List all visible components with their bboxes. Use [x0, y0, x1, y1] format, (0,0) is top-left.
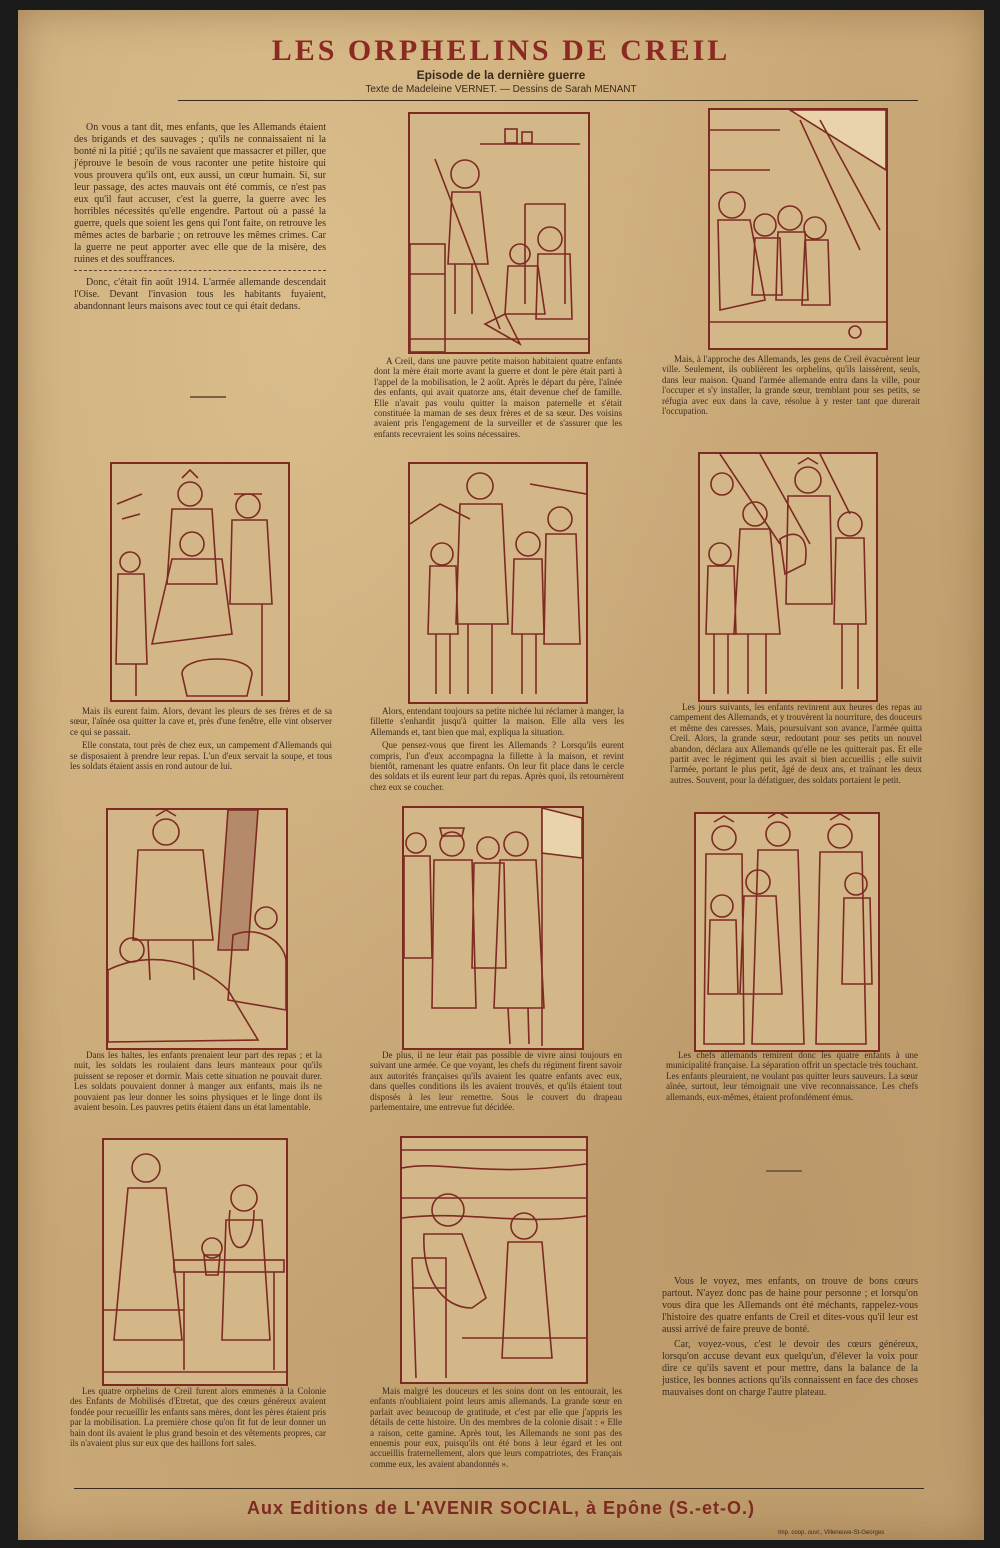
illustration-colony-nurse-and-girl	[104, 1140, 286, 1384]
caption-9-text: Les quatre orphelins de Creil furent alors emmenés à la Colonie des Enfants de Mobilisés d'Etretat, que des cœurs généreux avaient fondée pour recueillir les enfants sans mères, dont les pères étaient pris par la mobilisation. La première chose qu'on fit fut de leur donner un bain dont ils avaient le plus grand besoin et des vêtements propres, car ils n'avaient plus sur eux que des haillons fort sales.	[70, 1386, 326, 1449]
caption-7-text: De plus, il ne leur était pas possible de vivre ainsi toujours en suivant une armée. Ce que voyant, les chefs du régiment firent savoir aux autorités françaises qu'ils avaient les quatre enfants avec eux, dans quelles conditions ils les avaient trouvés, et qu'ils étaient tout disposés à les leur remettre. Sous le couvert du drapeau parlementaire, une entrevue fut décidée.	[370, 1050, 622, 1113]
poster-subtitle: Episode de la dernière guerre	[416, 68, 586, 82]
caption-6-text: Dans les haltes, les enfants prenaient leur part des repas ; et la nuit, les soldats les roulaient dans leurs manteaux pour qu'ils puissent se reposer et dormir. Mais cette situation ne pouvait durer. Les soldats pouvaient donner à manger aux enfants, mais ils ne pouvaient pas leur donner les soins physiques et le linge dont ils avaient besoin. Les pauvres petits étaient dans un état lamentable.	[74, 1050, 322, 1113]
printer-imprint: Imp. coop. ouvr., Villeneuve-St-Georges	[778, 1530, 885, 1536]
caption-9	[70, 1386, 326, 1451]
intro-divider	[74, 270, 326, 271]
caption-1	[374, 356, 622, 442]
illustration-panel-3	[110, 462, 290, 702]
illustration-soldiers-serving-soup	[112, 464, 288, 700]
illustration-panel-7	[402, 806, 584, 1050]
caption-5-text: Les jours suivants, les enfants revinrent aux heures des repas au campement des Allemands, et y trouvèrent la nourriture, des douceurs et même des caresses. Mais, poursuivant son avance, l'armée quitta Creil. Alors, la grande sœur, redoutant pour ses petits un nouvel abandon, déclara aux Allemands qu'elle ne les quitterait pas. Et elle partit avec le régiment qui les avait si bien accueillis ; elle suivit l'armée, portant le plus petit, âgé de deux ans, et traînant les deux autres. Souvent, pour la défatiguer, des soldats portaient le petit.	[670, 702, 922, 785]
illustration-children-in-cellar	[710, 110, 886, 348]
intro-text	[74, 122, 326, 316]
caption-3	[70, 706, 332, 774]
caption-10	[370, 1386, 622, 1472]
caption-3-paragraph-1: Mais ils eurent faim. Alors, devant les pleurs de ses frères et de sa sœur, l'aînée osa quitter la cave et, près d'une fenêtre, elle vint observer ce qui se passait.	[70, 706, 332, 737]
poster-title: LES ORPHELINS DE CREIL	[271, 34, 731, 67]
illustration-panel-5	[698, 452, 878, 702]
header-rule	[178, 100, 918, 101]
poster-sheet	[18, 10, 984, 1540]
caption-2-text: Mais, à l'approche des Allemands, les gens de Creil évacuèrent leur ville. Seulement, ils oublièrent les orphelins, qu'ils laissèrent, seuls, dans leur maison. Quand l'armée allemande entra dans la ville, pour l'occuper et s'y installer, la grande sœur, tremblant pour ses petits, se réfugia avec eux dans la cave, résolue à y rester tant que durerait l'occupation.	[662, 354, 920, 417]
caption-8	[666, 1050, 918, 1105]
illustration-soldier-with-children	[410, 464, 586, 702]
caption-10-text: Mais malgré les douceurs et les soins dont on les entourait, les enfants n'oubliaient point leurs amis allemands. La grande sœur en parlait avec beaucoup de gratitude, et c'est par elle que j'appris les détails de cette histoire. Un des membres de la colonie disait : « Elle a raison, cette gamine. Après tout, les Allemands ne sont pas des ennemis pour eux, puisqu'ils ont été bons à leur égard et les ont accueillis fraternellement, alors que leurs compatriotes, des Français comme eux, les avaient abandonnés ».	[370, 1386, 622, 1469]
caption-2	[662, 354, 920, 419]
caption-5	[670, 702, 922, 788]
caption-4	[370, 706, 624, 795]
caption-4-paragraph-1: Alors, entendant toujours sa petite nichée lui réclamer à manger, la fillette s'enhardit jusqu'à quitter la maison. Elle alla vers les Allemands et, tant bien que mal, expliqua la situation.	[370, 706, 624, 737]
intro-paragraph-1: On vous a tant dit, mes enfants, que les Allemands étaient des brigands et des sauvages ; qu'ils ne connaissaient ni la bonté ni la pitié ; qu'ils ne savaient que massacrer et piller, que j'éprouve le besoin de vous raconter une petite histoire qui vous prouvera qu'ils ont, eux aussi, un cœur humain. Si, sur leur passage, des actes mauvais ont été commis, ce n'est pas eux qu'il faut accuser, c'est la guerre, la guerre avec les horribles nécessités qu'elle engendre. Partout où a passé la guerre, quels que soient les gens qui l'ont faite, on retrouve les mêmes actes de barbarie ; on retrouve les mêmes crimes. Car la guerre ne peut apporter avec elle que de la misère, des ruines et des souffrances.	[74, 122, 326, 265]
caption-3-paragraph-2: Elle constata, tout près de chez eux, un campement d'Allemands qui se disposaient à prendre leur repas. L'un d'eux servait la soupe, et tous les soldats étaient assis en rond autour de lui.	[70, 740, 332, 772]
intro-paragraph-2: Donc, c'était fin août 1914. L'armée allemande descendait l'Oise. Devant l'invasion tous les habitants fuyaient, abandonnant leurs maisons avec tout ce qui était dedans.	[74, 277, 326, 312]
outro-text	[662, 1276, 918, 1402]
illustration-girl-sweeping	[410, 114, 588, 352]
footer-rule	[74, 1488, 924, 1489]
separator-2	[766, 1170, 802, 1172]
illustration-panel-6	[106, 808, 288, 1050]
illustration-marching-with-soldiers	[700, 454, 876, 700]
publisher-line: Aux Editions de L'AVENIR SOCIAL, à Epône (S.-et-O.)	[247, 1498, 755, 1518]
separator-1	[190, 396, 226, 398]
illustration-panel-8	[694, 812, 880, 1052]
illustration-parley-with-flag	[404, 808, 582, 1048]
illustration-panel-10	[400, 1136, 588, 1384]
illustration-farewell-to-soldiers	[696, 814, 878, 1050]
illustration-panel-2	[708, 108, 888, 350]
caption-1-text: A Creil, dans une pauvre petite maison habitaient quatre enfants dont la mère était morte avant la guerre et dont le père était parti à l'appel de la mobilisation, le 2 août. Après le départ du père, l'aînée des enfants, qui avait quatorze ans, était devenue chef de famille. Elle n'avait pas voulu quitter la maison paternelle et s'était constituée la maman de ses deux frères et de sa sœur. Des voisins avaient pris l'engagement de la surveiller et de s'assurer que les enfants recevraient les soins nécessaires.	[374, 356, 622, 439]
illustration-panel-9	[102, 1138, 288, 1386]
illustration-panel-4	[408, 462, 588, 704]
illustration-soldier-wrapping-children	[108, 810, 286, 1048]
caption-8-text: Les chefs allemands remirent donc les quatre enfants à une municipalité française. La séparation offrit un spectacle très touchant. Les enfants pleuraient, ne voulant pas quitter leurs sauveurs. La sœur aînée, surtout, leur témoignait une vive reconnaissance. Les chefs allemands, eux-mêmes, étaient profondément émus.	[666, 1050, 918, 1102]
outro-paragraph-1: Vous le voyez, mes enfants, on trouve de bons cœurs partout. N'ayez donc pas de haine pour personne ; et lorsqu'on vous dira que les Allemands ont été méchants, rappelez-vous l'histoire des quatre enfants de Creil et dites-vous qu'il leur est aussi arrivé de faire preuve de bonté.	[662, 1276, 918, 1335]
poster-credits: Texte de Madeleine VERNET. — Dessins de Sarah MENANT	[365, 84, 637, 95]
outro-paragraph-2: Car, voyez-vous, c'est le devoir des cœurs généreux, lorsqu'on accuse devant eux quelqu'un, d'élever la voix pour dire ce qu'ils savent et pour mettre, dans la balance de la justice, les bonnes actions qu'ils connaissent en face des choses mauvaises dont on charge l'autre plateau.	[662, 1339, 918, 1398]
caption-6	[74, 1050, 322, 1115]
caption-4-paragraph-2: Que pensez-vous que firent les Allemands ? Lorsqu'ils eurent compris, l'un d'eux accompagna la fillette à la maison, et revint bientôt, ramenant les quatre enfants. On leur fit place dans le cercle des soldats et ils eurent leur part du repas. Après quoi, ils retournèrent chez eux se coucher.	[370, 740, 624, 792]
illustration-panel-1	[408, 112, 590, 354]
illustration-women-by-the-sea	[402, 1138, 586, 1382]
caption-7	[370, 1050, 622, 1115]
